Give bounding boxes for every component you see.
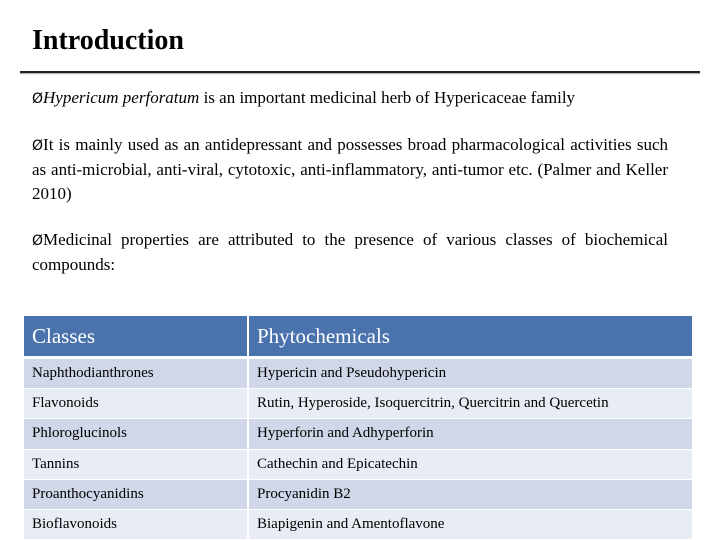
header-phytochemicals: Phytochemicals bbox=[248, 316, 692, 358]
class-cell: Naphthodianthrones bbox=[24, 358, 248, 389]
table-row bbox=[24, 419, 692, 449]
arrow-bullet-icon: Ø bbox=[32, 91, 44, 107]
page-title: Introduction bbox=[32, 25, 184, 56]
phytochemical-cell: Procyanidin B2 bbox=[248, 479, 692, 509]
table-row bbox=[24, 509, 692, 539]
arrow-bullet-icon: Ø bbox=[32, 138, 44, 154]
arrow-bullet-icon: Ø bbox=[32, 233, 44, 249]
class-cell: Tannins bbox=[24, 449, 248, 479]
table-row bbox=[24, 449, 692, 479]
class-cell: Bioflavonoids bbox=[24, 509, 248, 539]
bullet-3-text: Medicinal properties are attributed to the presence of various classes of biochemical compounds: bbox=[32, 230, 668, 274]
class-cell: Proanthocyanidins bbox=[24, 479, 248, 509]
title-divider bbox=[20, 71, 700, 73]
bullet-2-text: It is mainly used as an antidepressant and possesses broad pharmacological activities such as anti-microbial, anti-viral, cytotoxic, anti-inflammatory, anti-tumor etc. (Palmer and Keller 2010) bbox=[32, 135, 668, 203]
table-header-row bbox=[24, 316, 692, 358]
bullet-1-text: is an important medicinal herb of Hypericaceae family bbox=[199, 88, 576, 107]
class-cell: Phloroglucinols bbox=[24, 419, 248, 449]
species-name: Hypericum perforatum bbox=[43, 88, 200, 107]
phytochemical-cell: Rutin, Hyperoside, Isoquercitrin, Quercitrin and Quercetin bbox=[248, 389, 692, 419]
table-row bbox=[24, 358, 692, 389]
bullet-1 bbox=[32, 86, 668, 111]
bullet-3 bbox=[32, 228, 668, 277]
header-classes: Classes bbox=[24, 316, 248, 358]
class-cell: Flavonoids bbox=[24, 389, 248, 419]
bullet-2 bbox=[32, 133, 668, 206]
phytochemical-cell: Hyperforin and Adhyperforin bbox=[248, 419, 692, 449]
phytochemicals-table bbox=[24, 316, 692, 540]
phytochemical-cell: Biapigenin and Amentoflavone bbox=[248, 509, 692, 539]
phytochemical-cell: Cathechin and Epicatechin bbox=[248, 449, 692, 479]
table-row bbox=[24, 479, 692, 509]
phytochemical-cell: Hypericin and Pseudohypericin bbox=[248, 358, 692, 389]
table-row bbox=[24, 389, 692, 419]
